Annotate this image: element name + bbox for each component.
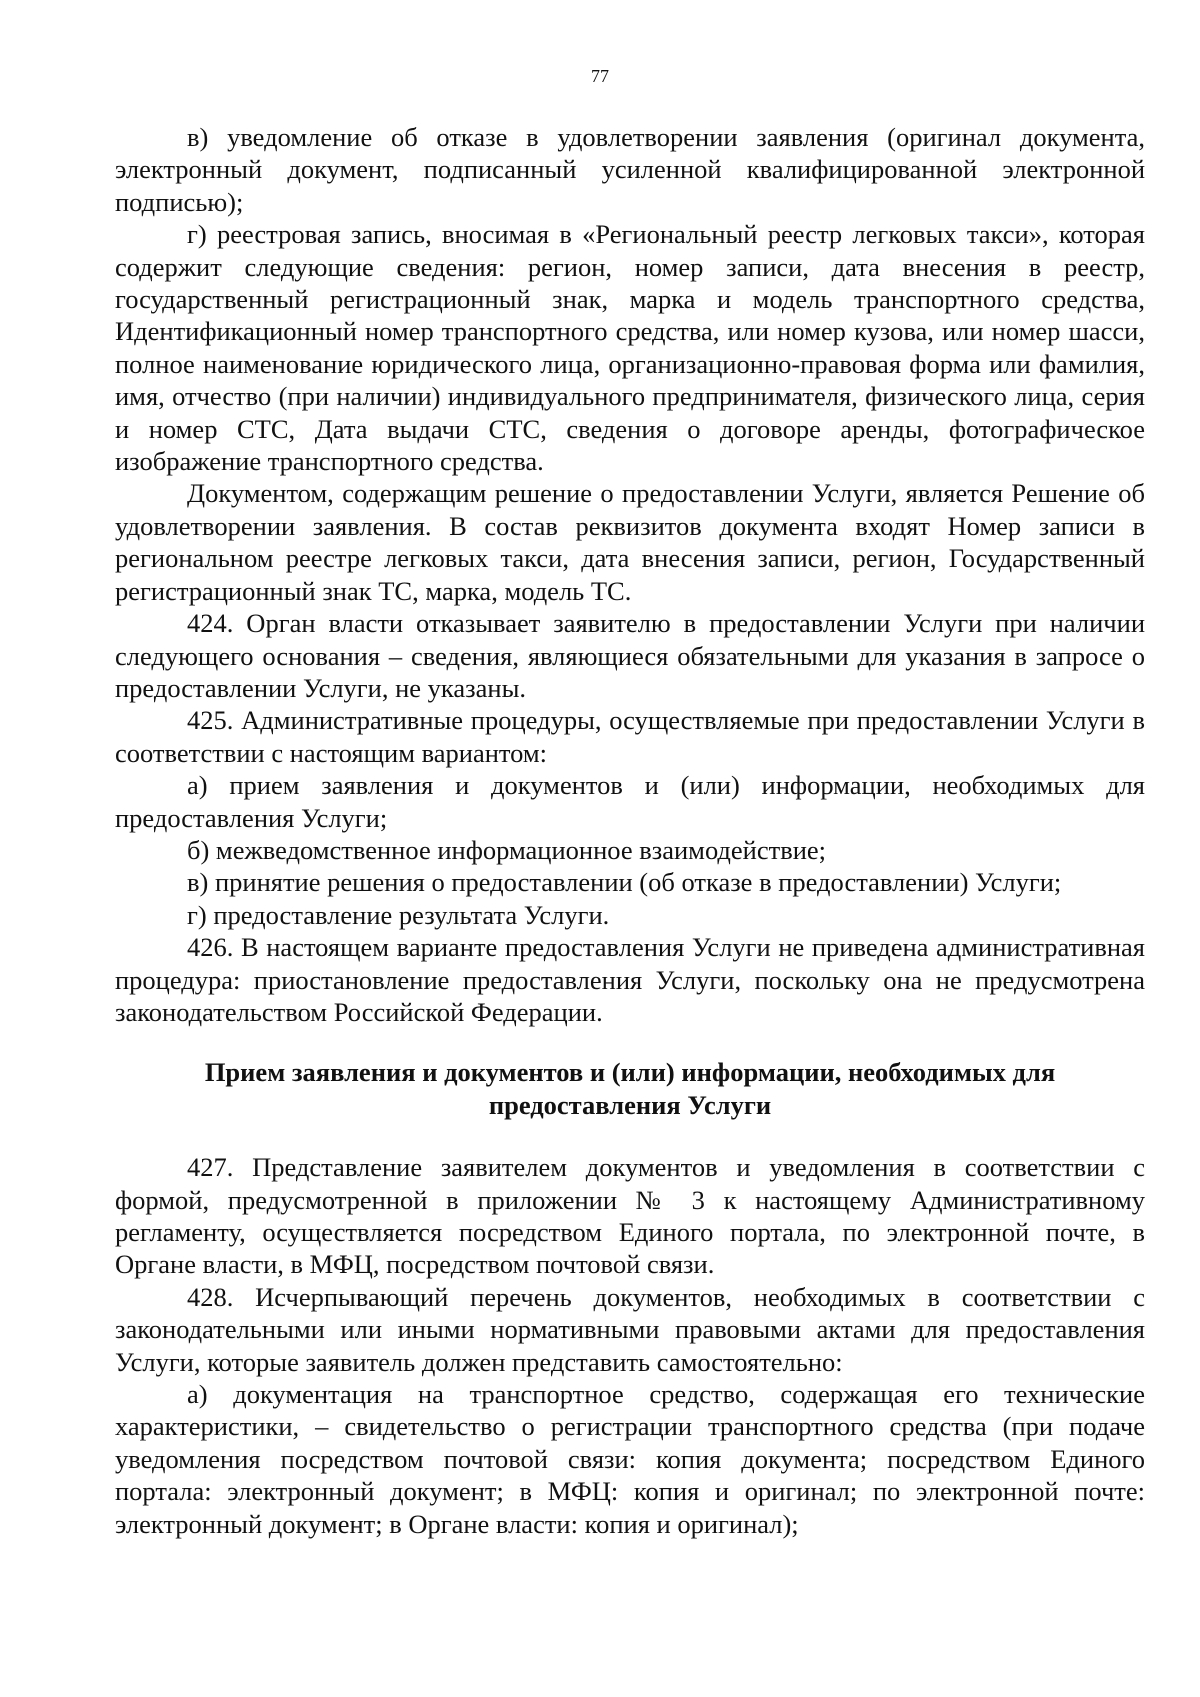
paragraph-426: 426. В настоящем варианте предоставления Услуги не приведена административная процедура: приостановление предоставления Услуги, поскольку она не предусмотрена законодательством Российской Федерации.: [115, 932, 1145, 1027]
page-number: 77: [591, 66, 609, 86]
paragraph-428: 428. Исчерпывающий перечень документов, необходимых в соответствии с законодательными или иными нормативными правовыми актами для предоставления Услуги, которые заявитель должен представить самостоятельно:: [115, 1281, 1145, 1377]
list-item-a-documentation: а) документация на транспортное средство, содержащая его технические характеристики, – свидетельство о регистрации транспортного средства (при подаче уведомления посредством почтовой связи: копия документа; посредством Единого портала: электронный документ; в МФЦ: копия и оригинал; по электронной почте: электронный документ; в Органе власти: копия и оригинал);: [115, 1379, 1145, 1539]
list-item-a: а) прием заявления и документов и (или) информации, необходимых для предоставления Услуги;: [115, 770, 1145, 833]
paragraph-424: 424. Орган власти отказывает заявителю в предоставлении Услуги при наличии следующего основания – сведения, являющиеся обязательными для указания в запросе о предоставлении Услуги, не указаны.: [115, 608, 1145, 703]
section-heading: Прием заявления и документов и (или) информации, необходимых для предоставления Услуги: [204, 1057, 1056, 1120]
paragraph-registry-record: г) реестровая запись, вносимая в «Региональный реестр легковых такси», которая содержит следующие сведения: регион, номер записи, дата внесения в реестр, государственный регистрационный знак, марка и модель транспортного средства, Идентификационный номер транспортного средства, или номер кузова, или номер шасси, полное наименование юридического лица, организационно-правовая форма или фамилия, имя, отчество (при наличии) индивидуального предпринимателя, физического лица, серия и номер СТС, Дата выдачи СТС, сведения о договоре аренды, фотографическое изображение транспортного средства.: [115, 219, 1145, 477]
list-item-g: г) предоставление результата Услуги.: [187, 899, 610, 930]
document-body: [115, 121, 1145, 1540]
paragraph-427: 427. Представление заявителем документов и уведомления в соответствии с формой, предусмотренной в приложении № 3 к настоящему Административному регламенту, осуществляется посредством Единого портала, по электронной почте, в Органе власти, в МФЦ, посредством почтовой связи.: [115, 1152, 1145, 1280]
list-item-b: б) межведомственное информационное взаимодействие;: [187, 834, 827, 865]
paragraph-425: 425. Административные процедуры, осуществляемые при предоставлении Услуги в соответствии с настоящим вариантом:: [115, 705, 1145, 768]
paragraph-decision-document: Документом, содержащим решение о предоставлении Услуги, является Решение об удовлетворении заявления. В состав реквизитов документа входят Номер записи в региональном реестре легковых такси, дата внесения записи, регион, Государственный регистрационный знак ТС, марка, модель ТС.: [115, 478, 1145, 606]
paragraph-notice-refusal: в) уведомление об отказе в удовлетворении заявления (оригинал документа, электронный документ, подписанный усиленной квалифицированной электронной подписью);: [115, 122, 1145, 217]
list-item-v: в) принятие решения о предоставлении (об отказе в предоставлении) Услуги;: [187, 867, 1062, 898]
